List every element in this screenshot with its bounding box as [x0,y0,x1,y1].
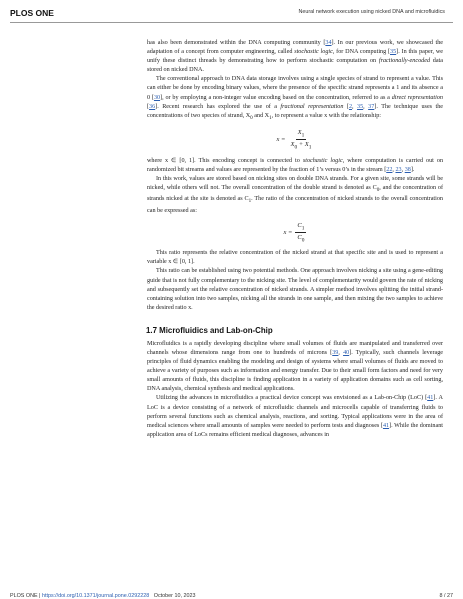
paragraph: Utilizing the advances in microfluidics a practical device concept was envisioned as a Lab-on-Chip (LoC) [41]. A LoC is a device consisting of a network of microfluidic channels and microcells capable of transferring fluids to perform several functions such as chemical analysis, reactions, and sorting. Typical applications were in the area of medical sciences where small amounts of samples were needed to perform tests and diagnoses [41]. While the dominant application area of LoCs remains efficient medical diagnoses, advances in [147,395,443,438]
citation-link[interactable]: 41 [427,395,434,402]
citation-link[interactable]: 2 [348,103,353,110]
paragraph: In this work, values are stored based on nicking sites on double DNA strands. For a given site, some strands will be nicked, while others will not. The overall concentration of the double strand is denoted as $C_0$, and the concentration of strands nicked at the site is denoted as $C_1$. The ratio of the concentration of nicked strands to the overall concentration can be expressed as: [147,175,444,214]
citation-link[interactable]: 38 [404,166,411,173]
paragraph: This ratio can be established using two potential methods. One approach involves nicking a site using a gene-editing guide that is not fully complementary to the nicking site. The level of complementarity would govern the rate of nicking and subsequently set the relative concentration of nicked strands. A simpler method involves splitting the initial strand-containing solution into two samples, nicking all the strands in one sample, and then mixing the two samples to achieve the desired ratio x. [147,268,443,311]
citation-link[interactable]: 34 [325,40,332,46]
journal-logo: PLOS ONE [10,8,54,18]
citation-link[interactable]: 35 [390,49,397,56]
citation-link[interactable]: 22 [386,166,393,173]
doi-link[interactable]: https://doi.org/10.1371/journal.pone.0292228 [41,593,150,599]
citation-link[interactable]: 39 [332,350,339,356]
paragraph: This ratio represents the relative concentration of the nicked strand at that specific site and is used to represent a variable x ∈ [0, 1]. [147,250,443,266]
publication-date: October 10, 2023 [153,593,196,599]
page-number: 8 / 27 [439,593,453,599]
running-title: Neural network execution using nicked DNA and microfluidics [298,9,445,15]
section-heading: 1.7 Microfluidics and Lab-on-Chip [146,325,273,335]
citation-link[interactable]: 41 [382,422,390,429]
citation-link[interactable]: 30 [153,94,161,101]
equation-fraction-x: x = $\frac{X_1}{X_0 + X_1}$ [276,129,312,151]
paragraph: has also been demonstrated within the DNA computing community [34]. In our previous work, we showcased the adaptation of a concept from computer engineering, called stochastic logic, for DNA computing [35]. In this paper, we unify these distinct threads by demonstrating how to perform stochastic computation on fractionally-encoded data stored on nicked DNA. [147,40,443,74]
header-rule [10,22,453,23]
footer-journal: PLOS ONE [10,593,38,599]
citation-link[interactable]: 35 [357,103,364,110]
citation-link[interactable]: 23 [395,166,402,173]
citation-link[interactable]: 37 [368,103,375,110]
paragraph: where x ∈ [0, 1]. This encoding concept is connected to stochastic logic, where computation is carried out on randomized bit streams and values are represented by the fraction of 1’s versus 0’s in the stream [22, 23, 38]. [147,157,444,173]
citation-link[interactable]: 36 [149,103,156,110]
paragraph: Microfluidics is a rapidly developing discipline where small volumes of fluids are manipulated and transferred over channels whose dimensions range from one to hundreds of microns [39, 40]. Typically, such channels leverage principles of fluid dynamics enabling the modeling and design of systems where small volumes of fluids are moved to achieve a variety of purposes such as information and energy transfer. Due to their small form factors and need for very small amounts of fluids, this discipline is finding application in a variety of application domains such as cell sorting, DNA analysis, chemical synthesis and medical applications. [147,340,444,393]
article-body [147,39,443,440]
citation-link[interactable]: 40 [343,350,350,356]
equation-nick-ratio: x = $\frac{C_1}{C_0}$ [283,221,305,244]
paragraph: The conventional approach to DNA data storage involves using a single species of strand to represent a value. This can either be done by encoding binary values, where the presence of the specific strand represents a 1 and its absence a 0 [30], or by employing a non-integer value encoding based on the concentration, referred to as a direct representation [36]. Recent research has explored the use of a fractional representation [2, 35, 37]. The technique uses the concentrations of two species of strand, $X_0$ and $X_1$, to represent a value x with the relationship: [147,76,444,121]
